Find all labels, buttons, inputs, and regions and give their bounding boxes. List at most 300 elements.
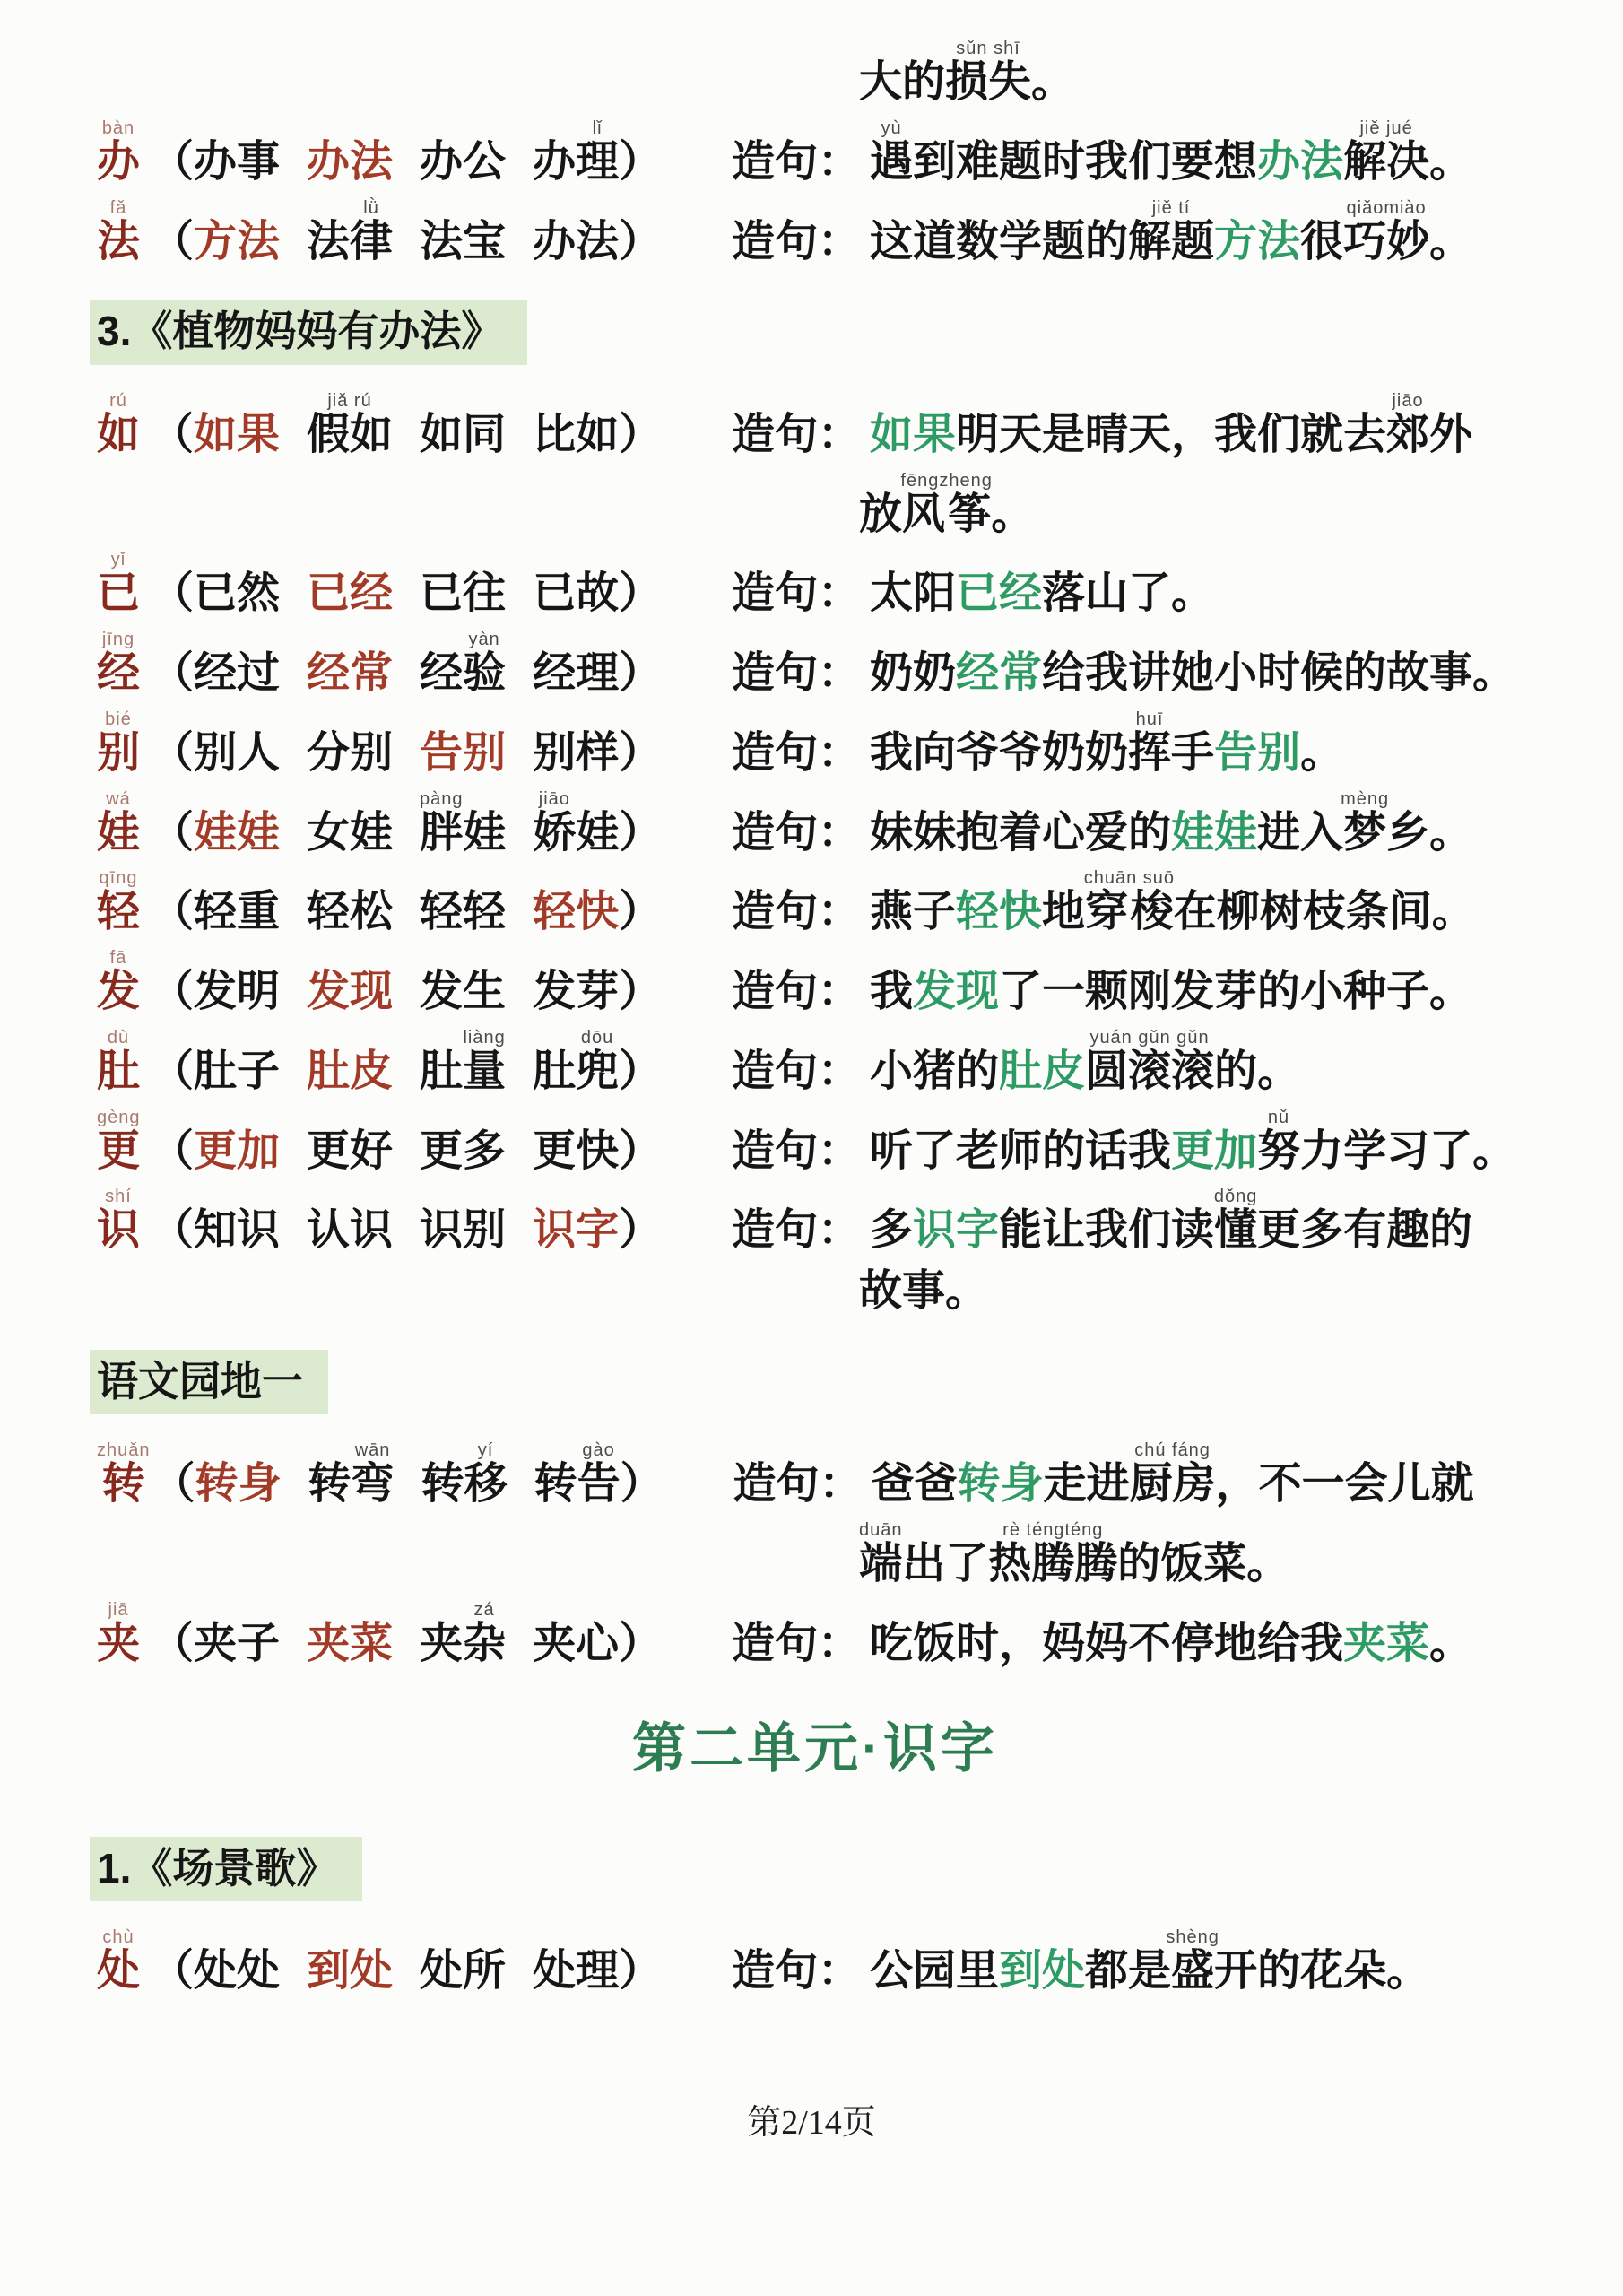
text-segment: 已故 — [533, 570, 620, 618]
paren-close: ） — [619, 808, 663, 857]
entry-row — [97, 392, 1569, 459]
head-character — [97, 392, 149, 459]
text-segment: 发芽 — [533, 968, 620, 1016]
text-segment: 。 — [991, 490, 1035, 538]
word-group — [151, 631, 732, 698]
text-segment: 我向爷爷奶奶 — [870, 728, 1129, 777]
text-segment: 方法 — [194, 217, 281, 265]
pinyin-annotated-text: 经jīng — [97, 630, 141, 698]
text-segment: 法宝 — [420, 217, 507, 265]
word-group — [151, 790, 732, 857]
word-group — [151, 1601, 732, 1668]
text-segment: 到难题时我们要想 — [913, 137, 1258, 186]
example-sentence — [870, 868, 1475, 936]
example-sentence — [870, 117, 1473, 186]
word — [534, 1440, 621, 1509]
text-segment: 。 — [1300, 728, 1344, 777]
make-sentence-label: 造句： — [732, 649, 862, 698]
example-sentence — [870, 1187, 1473, 1255]
head-character — [97, 631, 149, 698]
text-segment: 肚 — [533, 1047, 577, 1095]
paren-open: （ — [151, 1206, 195, 1255]
paren-open: （ — [151, 1047, 195, 1095]
paren-open: （ — [151, 410, 195, 458]
word-group — [151, 1947, 732, 1996]
text-segment: 经过 — [194, 649, 281, 698]
pinyin-annotated-text: 告gào — [577, 1440, 621, 1509]
entry-row — [97, 199, 1569, 266]
pinyin-annotated-text: 努nǔ — [1257, 1107, 1301, 1175]
word — [194, 570, 280, 617]
word — [420, 411, 506, 458]
text-segment: 办法 — [307, 137, 394, 186]
pinyin-annotated-text: 弯wān — [351, 1440, 395, 1509]
pinyin-annotated-text: 厨房chú fáng — [1129, 1440, 1216, 1509]
text-segment: 走进 — [1043, 1460, 1130, 1509]
text-segment: 小猪的 — [870, 1047, 1000, 1095]
head-character — [97, 949, 149, 1016]
text-segment: 出了 — [902, 1540, 989, 1588]
word — [420, 1127, 506, 1175]
text-segment: 燕子 — [870, 888, 957, 936]
text-segment: 到处 — [307, 1947, 394, 1996]
pinyin-annotated-text: 轻qīng — [97, 868, 141, 936]
word — [307, 138, 393, 186]
entry-row — [97, 1601, 1569, 1668]
word — [533, 1206, 619, 1254]
text-segment: 夹菜 — [1343, 1619, 1430, 1667]
word — [533, 117, 620, 186]
paren-close: ） — [619, 888, 663, 936]
text-segment: 娃娃 — [194, 808, 281, 857]
word-group — [151, 729, 732, 778]
word-group — [151, 392, 732, 459]
example-sentence — [870, 197, 1473, 265]
pinyin-annotated-text: 圆滚滚yuán gǔn gǔn — [1085, 1027, 1215, 1095]
text-segment: 太阳 — [870, 570, 957, 618]
word — [533, 1947, 619, 1995]
text-segment: 。 — [1031, 58, 1075, 106]
head-character — [97, 710, 149, 778]
word — [307, 1048, 393, 1095]
word-group — [151, 888, 732, 936]
text-segment: 妹妹抱着心爱的 — [870, 808, 1172, 857]
word — [420, 138, 506, 186]
word — [533, 1027, 620, 1095]
pinyin-annotated-text: 懂dǒng — [1213, 1187, 1258, 1255]
pinyin-annotated-text: 娇jiāo — [533, 788, 577, 857]
text-segment: 明天是晴天，我们就去 — [956, 410, 1387, 458]
text-segment: 进入 — [1257, 808, 1344, 857]
pinyin-annotated-text: 穿梭chuān suō — [1083, 868, 1176, 936]
word — [420, 570, 506, 617]
text-segment: 肚子 — [194, 1047, 281, 1095]
text-segment: 。 — [1429, 1619, 1473, 1667]
text-segment: 处所 — [420, 1947, 507, 1996]
section-subheading-row — [97, 1815, 1569, 1929]
text-segment: 乡。 — [1386, 808, 1473, 857]
paren-open: （ — [151, 217, 195, 265]
section-subheading-row — [97, 278, 1569, 392]
text-segment: 办法 — [1257, 137, 1344, 186]
text-segment: 办法 — [533, 217, 620, 265]
word — [194, 1620, 280, 1667]
head-character — [97, 199, 149, 266]
pinyin-annotated-text: 发fā — [97, 948, 141, 1016]
text-segment: 转 — [534, 1460, 577, 1509]
text-segment: 转 — [308, 1460, 352, 1509]
text-segment: 给我讲她小时候的故事。 — [1042, 649, 1516, 698]
text-segment: ，不一会儿就 — [1215, 1460, 1474, 1509]
text-segment: 分别 — [307, 728, 394, 777]
text-segment: 办公 — [420, 137, 507, 186]
make-sentence-label: 造句： — [732, 137, 862, 186]
text-segment: 力学习了。 — [1300, 1126, 1516, 1175]
example-sentence — [870, 570, 1214, 617]
text-segment: 娃 — [576, 808, 620, 857]
paren-open: （ — [151, 570, 195, 618]
paren-open: （ — [151, 968, 195, 1016]
word — [533, 1620, 619, 1667]
pinyin-annotated-text: 转zhuǎn — [97, 1440, 151, 1509]
word-group — [151, 570, 732, 618]
paren-open: （ — [152, 1460, 195, 1509]
text-segment: 处处 — [194, 1947, 281, 1996]
word — [533, 218, 619, 265]
text-segment: 爸爸 — [871, 1460, 958, 1509]
paren-close: ） — [619, 728, 663, 777]
text-segment: 发现 — [913, 968, 1000, 1016]
text-segment: 方法 — [1214, 217, 1301, 265]
text-segment: 经 — [420, 649, 464, 698]
pinyin-annotated-text: 法fǎ — [97, 197, 141, 265]
pinyin-annotated-text: 识shí — [97, 1187, 141, 1255]
paren-close: ） — [619, 137, 663, 186]
sentence-continuation — [859, 39, 1569, 107]
pinyin-annotated-text: 处chù — [97, 1927, 141, 1996]
text-segment: 夹菜 — [307, 1619, 394, 1667]
sentence-continuation — [859, 1521, 1569, 1588]
section-subheading: 语文园地一 — [90, 1350, 328, 1415]
word-group — [152, 1441, 733, 1509]
text-segment: 更加 — [194, 1126, 281, 1175]
word — [420, 788, 507, 857]
word — [420, 1947, 506, 1995]
text-segment: 识别 — [420, 1206, 507, 1255]
word — [421, 1440, 508, 1509]
word — [307, 1620, 393, 1667]
make-sentence-label: 造句： — [732, 217, 862, 265]
entry-row — [97, 551, 1569, 618]
text-segment: 识字 — [533, 1206, 620, 1255]
pinyin-annotated-text: 杂zá — [463, 1599, 507, 1667]
pinyin-annotated-text: 损失sǔn shī — [945, 39, 1032, 106]
text-segment: 夹 — [420, 1619, 464, 1667]
word — [194, 888, 280, 935]
paren-close: ） — [619, 570, 663, 618]
paren-close: ） — [619, 1619, 663, 1667]
pinyin-annotated-text: 风筝fēngzheng — [900, 470, 993, 538]
word — [194, 138, 280, 186]
text-segment: 经常 — [956, 649, 1043, 698]
text-segment: 更多 — [420, 1126, 507, 1175]
text-segment: 处理 — [533, 1947, 620, 1996]
head-character — [97, 551, 149, 618]
pinyin-annotated-text: 已yǐ — [97, 550, 141, 618]
make-sentence-label: 造句： — [732, 1619, 862, 1667]
text-segment: 轻重 — [194, 888, 281, 936]
text-segment: 告别 — [1214, 728, 1301, 777]
text-segment: 。 — [1429, 137, 1473, 186]
make-sentence-label: 造句： — [732, 410, 862, 458]
word-group — [151, 968, 732, 1016]
pinyin-annotated-text: 肚dù — [97, 1027, 141, 1095]
text-segment: 已经 — [307, 570, 394, 618]
text-segment: 吃饭时，妈妈不停地给我 — [870, 1619, 1344, 1667]
pinyin-annotated-text: 挥huī — [1128, 709, 1172, 777]
word — [194, 649, 280, 697]
word — [194, 809, 280, 857]
text-segment: 办 — [533, 137, 577, 186]
text-segment: 夹子 — [194, 1619, 281, 1667]
paren-close: ） — [619, 649, 663, 698]
head-character — [97, 1601, 149, 1668]
text-segment: 办事 — [194, 137, 281, 186]
pinyin-annotated-text: 解题jiě tí — [1128, 197, 1215, 265]
text-segment: 女娃 — [307, 808, 394, 857]
text-segment: 听了老师的话我 — [870, 1126, 1172, 1175]
text-segment: 了一颗刚发芽的小种子。 — [999, 968, 1473, 1016]
make-sentence-label: 造句： — [732, 1947, 862, 1996]
sentence-continuation — [859, 472, 1569, 539]
head-character — [97, 1029, 149, 1096]
word — [533, 888, 619, 935]
word — [308, 1440, 395, 1509]
paren-close: ） — [619, 217, 663, 265]
pinyin-annotated-text: 娃wá — [97, 788, 141, 857]
paren-close: ） — [619, 410, 663, 458]
example-sentence — [871, 1440, 1474, 1509]
text-segment: 轻快 — [533, 888, 620, 936]
text-segment: 别样 — [533, 728, 620, 777]
text-segment: 能让我们读 — [999, 1206, 1215, 1255]
word — [420, 729, 506, 777]
paren-open: （ — [151, 1619, 195, 1667]
word — [533, 1127, 619, 1175]
text-segment: 如果 — [194, 410, 281, 458]
word — [420, 888, 506, 935]
text-segment: 这道数学题的 — [870, 217, 1129, 265]
text-segment: 手 — [1171, 728, 1215, 777]
text-segment: 已然 — [194, 570, 281, 618]
example-sentence — [870, 788, 1473, 857]
paren-open: （ — [151, 649, 195, 698]
word — [194, 218, 280, 265]
text-segment: 已往 — [420, 570, 507, 618]
word — [194, 1947, 280, 1995]
paren-close: ） — [619, 1126, 663, 1175]
text-segment: 发现 — [307, 968, 394, 1016]
word — [194, 729, 280, 777]
word — [194, 411, 280, 458]
entry-row — [97, 631, 1569, 698]
make-sentence-label: 造句： — [732, 888, 862, 936]
text-segment: 夹心 — [533, 1619, 620, 1667]
make-sentence-label: 造句： — [732, 808, 862, 857]
example-sentence — [870, 1927, 1430, 1996]
head-character — [97, 1441, 151, 1509]
text-segment: 轻松 — [307, 888, 394, 936]
make-sentence-label: 造句： — [732, 570, 862, 618]
word — [307, 649, 393, 697]
text-segment: 外 — [1429, 410, 1473, 458]
example-sentence — [870, 649, 1515, 697]
text-segment: 公园里 — [870, 1947, 1000, 1996]
word — [307, 197, 394, 265]
text-segment: 开的花朵。 — [1214, 1947, 1430, 1996]
word — [307, 729, 393, 777]
word — [420, 968, 506, 1015]
entry-row — [97, 949, 1569, 1016]
word-group — [151, 119, 732, 187]
text-segment: 经理 — [533, 649, 620, 698]
text-segment: 发明 — [194, 968, 281, 1016]
pinyin-annotated-text: 兜dōu — [576, 1027, 620, 1095]
text-segment: 的饭菜。 — [1117, 1540, 1290, 1588]
word — [533, 570, 619, 617]
text-segment: 故事。 — [859, 1267, 989, 1316]
entry-row — [97, 1928, 1569, 1996]
text-segment: 地 — [1042, 888, 1086, 936]
word — [307, 809, 393, 857]
pinyin-annotated-text: 解决jiě jué — [1343, 117, 1430, 186]
word — [533, 788, 620, 857]
head-character — [97, 1187, 149, 1255]
word — [307, 390, 394, 458]
text-segment: 落山了。 — [1042, 570, 1215, 618]
head-character — [97, 1928, 149, 1996]
text-segment: 轻轻 — [420, 888, 507, 936]
word — [194, 1048, 280, 1095]
pinyin-annotated-text: 假如jiǎ rú — [307, 390, 394, 458]
text-segment: 放 — [859, 490, 903, 538]
paren-close: ） — [619, 1206, 663, 1255]
text-segment: 告别 — [420, 728, 507, 777]
word — [533, 968, 619, 1015]
make-sentence-label: 造句： — [732, 728, 862, 777]
word — [307, 968, 393, 1015]
word — [420, 1206, 506, 1254]
entry-row — [97, 710, 1569, 778]
text-segment: 我 — [870, 968, 914, 1016]
word — [420, 218, 506, 265]
text-segment: 已经 — [956, 570, 1043, 618]
text-segment: 很 — [1300, 217, 1344, 265]
pinyin-annotated-text: 郊jiāo — [1386, 390, 1430, 458]
head-character — [97, 1109, 149, 1176]
text-segment: 。 — [1429, 217, 1473, 265]
word — [533, 729, 619, 777]
word — [420, 1027, 507, 1095]
make-sentence-label: 造句： — [732, 1206, 862, 1255]
word — [420, 630, 507, 698]
text-segment: 大的 — [859, 58, 946, 106]
section-subheading-row — [97, 1328, 1569, 1442]
unit-heading: 第二单元·识字 — [632, 1718, 998, 1779]
text-segment: 娃 — [463, 808, 507, 857]
text-segment: 如果 — [870, 410, 957, 458]
text-segment: 娃娃 — [1171, 808, 1258, 857]
entry-row — [97, 119, 1569, 187]
text-segment: 认识 — [307, 1206, 394, 1255]
pinyin-annotated-text: 量liàng — [463, 1027, 507, 1095]
text-segment: 如同 — [420, 410, 507, 458]
word — [307, 1947, 393, 1995]
pinyin-annotated-text: 端duān — [859, 1520, 903, 1588]
pinyin-annotated-text: 盛shèng — [1166, 1927, 1219, 1996]
text-segment: 到处 — [999, 1947, 1086, 1996]
paren-close: ） — [620, 1460, 664, 1509]
section-subheading: 1.《场景歌》 — [90, 1837, 362, 1902]
paren-open: （ — [151, 808, 195, 857]
pinyin-annotated-text: 热腾腾rè téngténg — [988, 1520, 1118, 1588]
paren-close: ） — [619, 968, 663, 1016]
pinyin-annotated-text: 理lǐ — [576, 117, 620, 186]
word — [194, 968, 280, 1015]
text-segment: 更多有趣的 — [1257, 1206, 1473, 1255]
word-group — [151, 1206, 732, 1255]
text-segment: 转 — [421, 1460, 464, 1509]
paren-open: （ — [151, 888, 195, 936]
entry-row — [97, 869, 1569, 936]
section-subheading: 3.《植物妈妈有办法》 — [90, 300, 527, 365]
text-segment: 识字 — [913, 1206, 1000, 1255]
pinyin-annotated-text: 更gèng — [97, 1107, 141, 1175]
entry-row — [97, 1441, 1569, 1509]
sentence-continuation — [859, 1267, 1569, 1316]
example-sentence — [870, 390, 1473, 458]
text-segment: 法 — [307, 217, 351, 265]
word — [307, 888, 393, 935]
text-segment: 更快 — [533, 1126, 620, 1175]
text-segment: 在柳树枝条间。 — [1173, 888, 1475, 936]
pinyin-annotated-text: 梦mèng — [1341, 788, 1390, 857]
word-group — [151, 1029, 732, 1096]
paren-open: （ — [151, 137, 195, 186]
word — [420, 1599, 507, 1667]
word — [307, 1206, 393, 1254]
head-character — [97, 119, 149, 187]
entry-row — [97, 1109, 1569, 1176]
text-segment: 都是 — [1085, 1947, 1172, 1996]
example-sentence — [870, 1107, 1516, 1175]
word — [195, 1460, 282, 1508]
text-segment: 转身 — [957, 1460, 1044, 1509]
text-segment: 知识 — [194, 1206, 281, 1255]
example-sentence — [870, 1620, 1472, 1667]
entry-row — [97, 1029, 1569, 1096]
text-segment: 更加 — [1171, 1126, 1258, 1175]
make-sentence-label: 造句： — [732, 1126, 862, 1175]
pinyin-annotated-text: 验yàn — [463, 630, 507, 698]
example-sentence — [870, 968, 1472, 1015]
paren-open: （ — [151, 728, 195, 777]
pinyin-annotated-text: 别bié — [97, 709, 141, 777]
pinyin-annotated-text: 如rú — [97, 390, 141, 458]
text-segment: 轻快 — [956, 888, 1043, 936]
page-footer: 第2/14页 — [747, 2104, 876, 2143]
word — [533, 411, 619, 458]
